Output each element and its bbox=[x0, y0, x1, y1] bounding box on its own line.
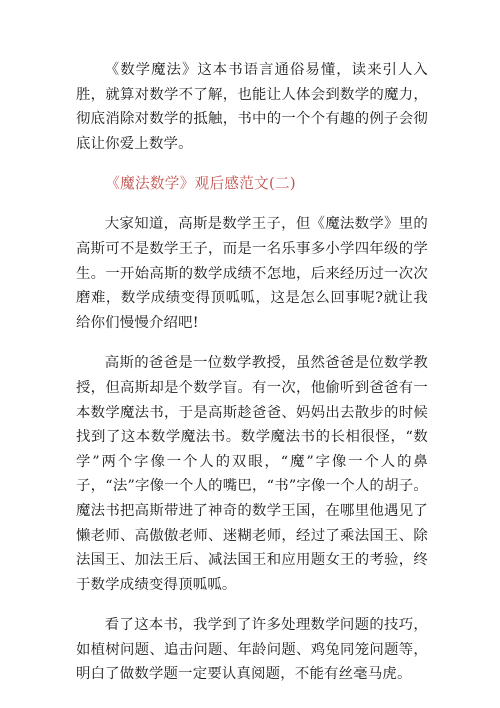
body-paragraph-3: 看了这本书，我学到了许多处理数学问题的技巧，如植树问题、追击问题、年龄问题、鸡兔同笼问题等，明白了做数学题一定要认真阅题，不能有丝毫马虎。 bbox=[76, 617, 428, 683]
document-page bbox=[76, 58, 428, 687]
body-paragraph-1: 大家知道，高斯是数学王子，但《魔法数学》里的高斯可不是数学王子，而是一名乐事多小学四年级的学生。一开始高斯的数学成绩不怎地，后来经历过一次次磨难，数学成绩变得顶呱呱，这是怎么回事呢?就让我给你们慢慢介绍吧! bbox=[76, 216, 428, 331]
body-paragraph-2: 高斯的爸爸是一位数学教授，虽然爸爸是位数学教授，但高斯却是个数学盲。有一次，他偷听到爸爸有一本数学魔法书，于是高斯趁爸爸、妈妈出去散步的时候找到了这本数学魔法书。数学魔法书的长相很怪，“数学”两个字像一个人的双眼，“魔”字像一个人的鼻子，“法”字像一个人的嘴巴，“书”字像一个人的胡子。魔法书把高斯带进了神奇的数学王国，在哪里他遇见了懒老师、高傲傲老师、迷糊老师，经过了乘法国王、除法国王、加法王后、减法国王和应用题女王的考验，终于数学成绩变得顶呱呱。 bbox=[76, 355, 428, 593]
section-title: 《魔法数学》观后感范文(二) bbox=[105, 175, 296, 193]
intro-paragraph: 《数学魔法》这本书语言通俗易懂，读来引人入胜，就算对数学不了解，也能让人体会到数学的魔力，彻底消除对数学的抵触，书中的一个个有趣的例子会彻底让你爱上数学。 bbox=[76, 62, 428, 152]
